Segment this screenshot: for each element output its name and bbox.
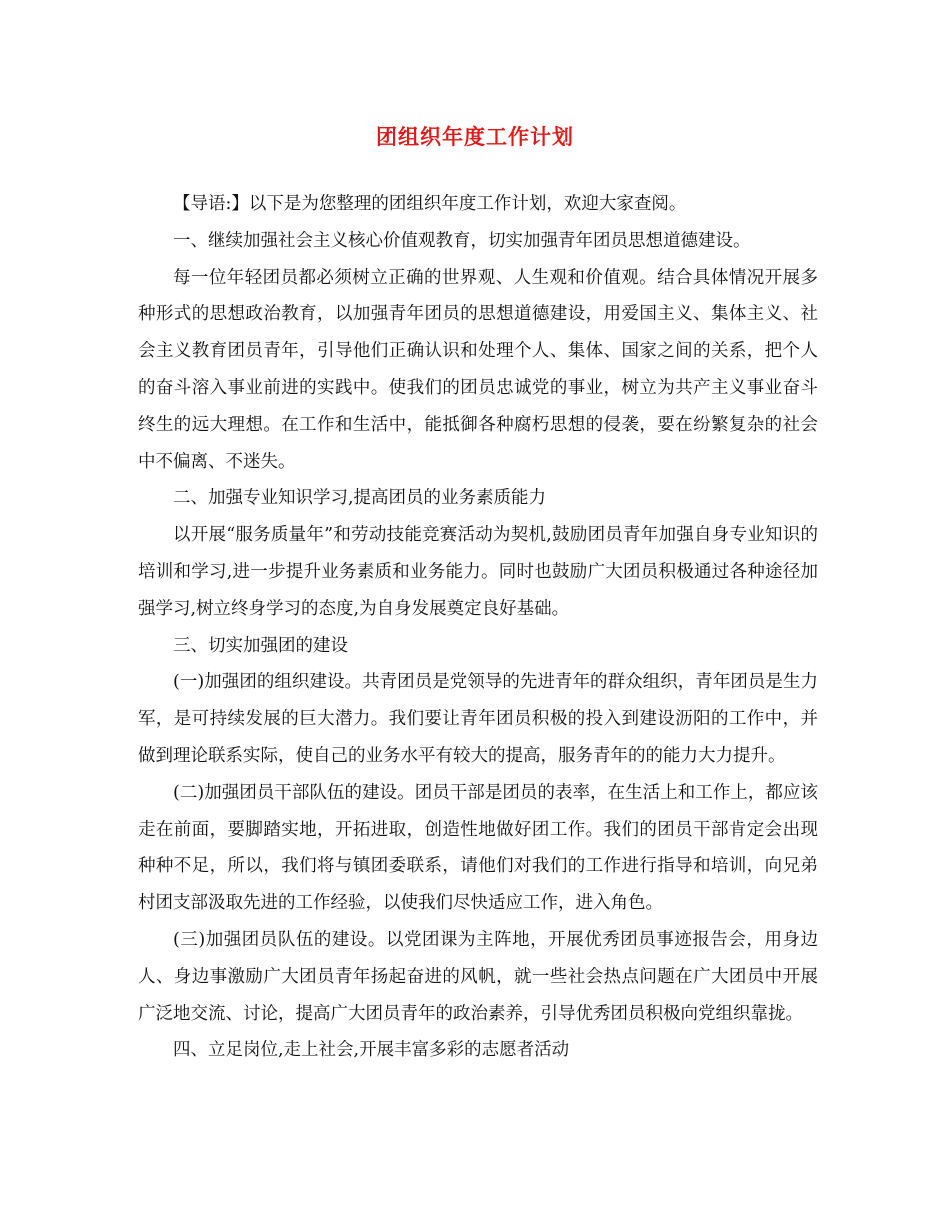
section-heading-1: 一、继续加强社会主义核心价值观教育，切实加强青年团员思想道德建设。 — [173, 230, 751, 251]
section-heading-2: 二、加强专业知识学习,提高团员的业务素质能力 — [173, 488, 547, 509]
document-title: 团组织年度工作计划 — [376, 124, 574, 149]
section-heading-4: 四、立足岗位,走上社会,开展丰富多彩的志愿者活动 — [173, 1040, 570, 1061]
document-body — [138, 186, 818, 1069]
body-paragraph: 每一位年轻团员都必须树立正确的世界观、人生观和价值观。结合具体情况开展多种形式的思想政治教育，以加强青年团员的思想道德建设，用爱国主义、集体主义、社会主义教育团员青年，引导他们正确认识和处理个人、集体、国家之间的关系，把个人的奋斗溶入事业前进的实践中。使我们的团员忠诚党的事业，树立为共产主义事业奋斗终生的远大理想。在工作和生活中，能抵御各种腐朽思想的侵袭，要在纷繁复杂的社会中不偏离、不迷失。 — [138, 267, 818, 472]
body-paragraph: (一)加强团的组织建设。共青团员是党领导的先进青年的群众组织，青年团员是生力军，是可持续发展的巨大潜力。我们要让青年团员积极的投入到建设沥阳的工作中，并做到理论联系实际，使自己的业务水平有较大的提高，服务青年的的能力大力提升。 — [138, 672, 818, 766]
body-paragraph: 以开展“服务质量年”和劳动技能竞赛活动为契机,鼓励团员青年加强自身专业知识的培训和学习,进一步提升业务素质和业务能力。同时也鼓励广大团员积极通过各种途径加强学习,树立终身学习的态度,为自身发展奠定良好基础。 — [138, 525, 818, 619]
body-paragraph: (二)加强团员干部队伍的建设。团员干部是团员的表率，在生活上和工作上，都应该走在前面，要脚踏实地，开拓进取，创造性地做好团工作。我们的团员干部肯定会出现种种不足，所以，我们将与镇团委联系，请他们对我们的工作进行指导和培训，向兄弟村团支部汲取先进的工作经验，以使我们尽快适应工作，进入角色。 — [138, 782, 818, 914]
intro-paragraph: 【导语:】以下是为您整理的团组织年度工作计划，欢迎大家查阅。 — [173, 194, 687, 214]
section-heading-3: 三、切实加强团的建设 — [173, 635, 348, 656]
body-paragraph: (三)加强团员队伍的建设。以党团课为主阵地，开展优秀团员事迹报告会，用身边人、身边事激励广大团员青年扬起奋进的风帆，就一些社会热点问题在广大团员中开展广泛地交流、讨论，提高广大团员青年的政治素养，引导优秀团员积极向党组织靠拢。 — [138, 929, 818, 1024]
